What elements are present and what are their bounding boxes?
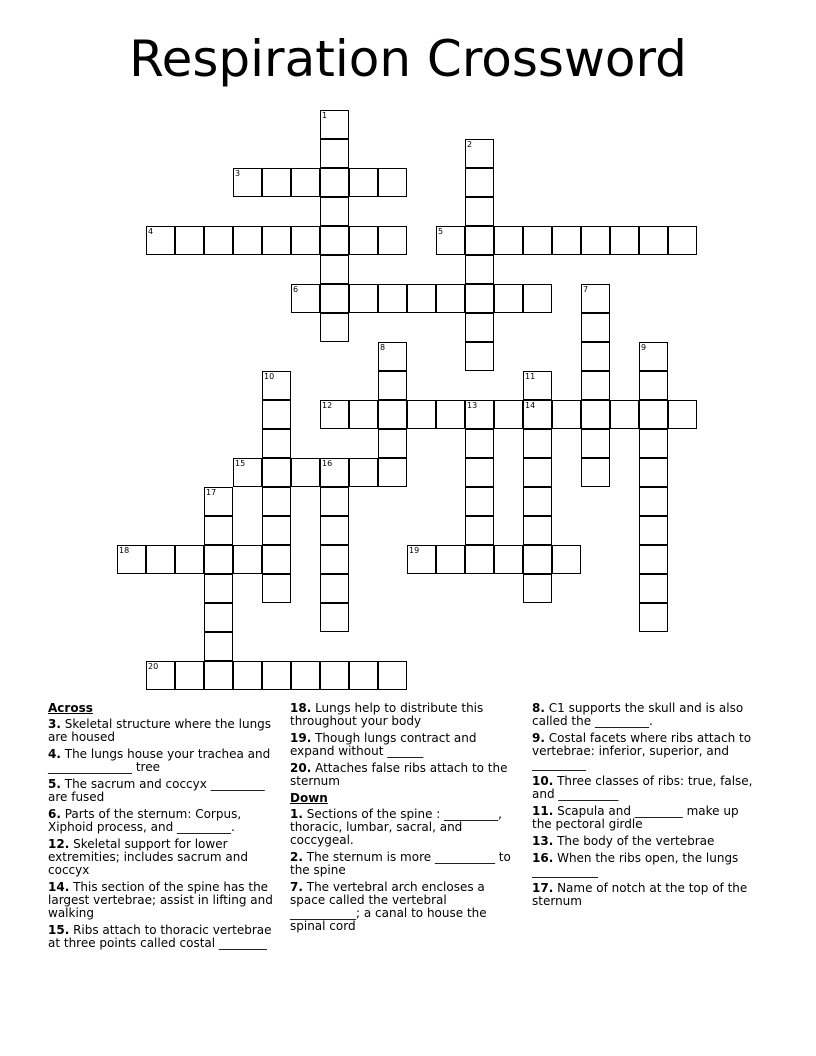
clue-text: The lungs house your trachea and ______________ tree	[48, 747, 271, 774]
grid-cell[interactable]	[465, 458, 494, 487]
clue-item	[48, 748, 282, 774]
grid-cell[interactable]	[146, 226, 175, 255]
clue-text: Skeletal structure where the lungs are housed	[48, 717, 272, 744]
grid-cell[interactable]	[552, 400, 581, 429]
grid-cell[interactable]	[523, 487, 552, 516]
clue-item	[532, 805, 762, 831]
clue-column-2	[290, 702, 516, 937]
grid-cell[interactable]	[204, 574, 233, 603]
grid-cell[interactable]	[204, 226, 233, 255]
clue-number: 17.	[532, 881, 554, 895]
grid-cell[interactable]	[436, 284, 465, 313]
grid-cell[interactable]	[639, 400, 668, 429]
cell-number: 17	[206, 488, 217, 497]
clue-item	[48, 881, 282, 920]
grid-cell[interactable]	[378, 371, 407, 400]
clue-text: Scapula and ________ make up the pectoral girdle	[532, 804, 739, 831]
grid-cell[interactable]	[320, 197, 349, 226]
clue-number: 13.	[532, 834, 554, 848]
grid-cell[interactable]	[204, 516, 233, 545]
grid-cell[interactable]	[639, 458, 668, 487]
grid-cell[interactable]	[552, 226, 581, 255]
clue-number: 15.	[48, 923, 70, 937]
grid-cell[interactable]	[378, 400, 407, 429]
grid-cell[interactable]	[378, 429, 407, 458]
clue-text: Attaches false ribs attach to the sternum	[290, 761, 508, 788]
cell-number: 20	[148, 662, 159, 671]
grid-cell[interactable]	[639, 226, 668, 255]
grid-cell[interactable]	[320, 458, 349, 487]
grid-cell[interactable]	[320, 313, 349, 342]
grid-cell[interactable]	[523, 458, 552, 487]
grid-cell[interactable]	[581, 226, 610, 255]
grid-cell[interactable]	[581, 284, 610, 313]
grid-cell[interactable]	[320, 284, 349, 313]
cell-number: 3	[235, 169, 241, 178]
clue-number: 9.	[532, 731, 545, 745]
clue-number: 16.	[532, 851, 554, 865]
clue-item	[48, 838, 282, 877]
grid-cell[interactable]	[349, 400, 378, 429]
clue-number: 11.	[532, 804, 554, 818]
cell-number: 5	[438, 227, 444, 236]
grid-cell[interactable]	[523, 371, 552, 400]
clue-item	[532, 882, 762, 908]
grid-cell[interactable]	[204, 487, 233, 516]
clue-text: Though lungs contract and expand without ______	[290, 731, 477, 758]
grid-cell[interactable]	[291, 168, 320, 197]
clue-text: The sternum is more __________ to the spine	[290, 850, 511, 877]
cell-number: 11	[525, 372, 536, 381]
grid-cell[interactable]	[465, 284, 494, 313]
grid-cell[interactable]	[378, 226, 407, 255]
grid-cell[interactable]	[436, 226, 465, 255]
clue-number: 14.	[48, 880, 70, 894]
grid-cell[interactable]	[581, 313, 610, 342]
grid-cell[interactable]	[523, 516, 552, 545]
grid-cell[interactable]	[320, 110, 349, 139]
clue-column-1	[48, 702, 282, 954]
grid-cell[interactable]	[291, 458, 320, 487]
cell-number: 6	[293, 285, 299, 294]
clue-column-3	[532, 702, 762, 912]
grid-cell[interactable]	[494, 545, 523, 574]
cell-number: 18	[119, 546, 130, 555]
clue-text: When the ribs open, the lungs ___________	[532, 851, 739, 878]
clue-text: Ribs attach to thoracic vertebrae at three points called costal ________	[48, 923, 272, 950]
clue-item	[48, 718, 282, 744]
grid-cell[interactable]	[349, 284, 378, 313]
grid-cell[interactable]	[668, 400, 697, 429]
clue-number: 10.	[532, 774, 554, 788]
grid-cell[interactable]	[581, 458, 610, 487]
grid-cell[interactable]	[407, 284, 436, 313]
clue-item	[48, 924, 282, 950]
clue-item	[290, 762, 516, 788]
grid-cell[interactable]	[465, 197, 494, 226]
cell-number: 4	[148, 227, 154, 236]
grid-cell[interactable]	[407, 400, 436, 429]
grid-cell[interactable]	[320, 603, 349, 632]
grid-cell[interactable]	[610, 400, 639, 429]
grid-cell[interactable]	[465, 313, 494, 342]
grid-cell[interactable]	[465, 487, 494, 516]
clue-number: 18.	[290, 701, 312, 715]
clue-text: The body of the vertebrae	[553, 834, 715, 848]
clue-text: The vertebral arch encloses a space called the vertebral ___________; a canal to house the spinal cord	[290, 880, 487, 933]
grid-cell[interactable]	[610, 226, 639, 255]
grid-cell[interactable]	[262, 545, 291, 574]
grid-cell[interactable]	[465, 342, 494, 371]
grid-cell[interactable]	[639, 371, 668, 400]
grid-cell[interactable]	[436, 400, 465, 429]
cell-number: 13	[467, 401, 478, 410]
grid-cell[interactable]	[639, 574, 668, 603]
grid-cell[interactable]	[320, 168, 349, 197]
cell-number: 9	[641, 343, 647, 352]
grid-cell[interactable]	[465, 400, 494, 429]
cell-number: 8	[380, 343, 386, 352]
clue-number: 2.	[290, 850, 303, 864]
grid-cell[interactable]	[175, 226, 204, 255]
grid-cell[interactable]	[378, 342, 407, 371]
clue-text: Sections of the spine : _________, thoracic, lumbar, sacral, and coccygeal.	[290, 807, 502, 847]
page-title: Respiration Crossword	[129, 30, 687, 88]
grid-cell[interactable]	[320, 226, 349, 255]
clue-item	[290, 702, 516, 728]
grid-cell[interactable]	[523, 284, 552, 313]
clue-item	[532, 835, 762, 848]
cell-number: 7	[583, 285, 589, 294]
grid-cell[interactable]	[349, 226, 378, 255]
grid-cell[interactable]	[465, 226, 494, 255]
cell-number: 12	[322, 401, 333, 410]
grid-cell[interactable]	[320, 255, 349, 284]
grid-cell[interactable]	[349, 168, 378, 197]
grid-cell[interactable]	[320, 661, 349, 690]
cell-number: 19	[409, 546, 420, 555]
grid-cell[interactable]	[581, 342, 610, 371]
grid-cell[interactable]	[523, 400, 552, 429]
grid-cell[interactable]	[639, 545, 668, 574]
grid-cell[interactable]	[233, 458, 262, 487]
cell-number: 10	[264, 372, 275, 381]
clue-item	[290, 808, 516, 847]
clue-text: Parts of the sternum: Corpus, Xiphoid process, and _________.	[48, 807, 242, 834]
grid-cell[interactable]	[523, 574, 552, 603]
clue-item	[290, 881, 516, 933]
grid-cell[interactable]	[262, 168, 291, 197]
grid-cell[interactable]	[320, 574, 349, 603]
grid-cell[interactable]	[117, 545, 146, 574]
clue-number: 8.	[532, 701, 545, 715]
grid-cell[interactable]	[262, 226, 291, 255]
clue-text: Skeletal support for lower extremities; includes sacrum and coccyx	[48, 837, 248, 877]
grid-cell[interactable]	[233, 226, 262, 255]
clue-item	[532, 702, 762, 728]
grid-cell[interactable]	[349, 661, 378, 690]
clue-text: Lungs help to distribute this throughout your body	[290, 701, 484, 728]
grid-cell[interactable]	[320, 516, 349, 545]
grid-cell[interactable]	[494, 400, 523, 429]
grid-cell[interactable]	[320, 545, 349, 574]
grid-cell[interactable]	[291, 284, 320, 313]
cell-number: 14	[525, 401, 536, 410]
grid-cell[interactable]	[465, 255, 494, 284]
grid-cell[interactable]	[262, 574, 291, 603]
clue-text: The sacrum and coccyx _________ are fused	[48, 777, 265, 804]
grid-cell[interactable]	[581, 400, 610, 429]
grid-cell[interactable]	[146, 545, 175, 574]
grid-cell[interactable]	[262, 661, 291, 690]
grid-cell[interactable]	[320, 487, 349, 516]
grid-cell[interactable]	[233, 168, 262, 197]
grid-cell[interactable]	[639, 429, 668, 458]
clue-number: 7.	[290, 880, 303, 894]
grid-cell[interactable]	[552, 545, 581, 574]
grid-cell[interactable]	[494, 284, 523, 313]
clue-number: 19.	[290, 731, 312, 745]
grid-cell[interactable]	[204, 632, 233, 661]
grid-cell[interactable]	[639, 342, 668, 371]
grid-cell[interactable]	[639, 487, 668, 516]
grid-cell[interactable]	[204, 603, 233, 632]
clue-item	[290, 732, 516, 758]
grid-cell[interactable]	[436, 545, 465, 574]
grid-cell[interactable]	[175, 545, 204, 574]
grid-cell[interactable]	[465, 168, 494, 197]
grid-cell[interactable]	[320, 139, 349, 168]
clue-number: 5.	[48, 777, 61, 791]
clue-text: C1 supports the skull and is also called the _________.	[532, 701, 744, 728]
grid-cell[interactable]	[233, 545, 262, 574]
grid-cell[interactable]	[639, 516, 668, 545]
grid-cell[interactable]	[465, 545, 494, 574]
grid-cell[interactable]	[668, 226, 697, 255]
grid-cell[interactable]	[581, 371, 610, 400]
grid-cell[interactable]	[523, 226, 552, 255]
clue-item	[48, 808, 282, 834]
cell-number: 1	[322, 111, 328, 120]
clue-text: Name of notch at the top of the sternum	[532, 881, 748, 908]
grid-cell[interactable]	[262, 487, 291, 516]
cell-number: 2	[467, 140, 473, 149]
grid-cell[interactable]	[349, 458, 378, 487]
cell-number: 15	[235, 459, 246, 468]
grid-cell[interactable]	[262, 371, 291, 400]
clue-item	[532, 732, 762, 771]
grid-cell[interactable]	[523, 429, 552, 458]
cell-number: 16	[322, 459, 333, 468]
grid-cell[interactable]	[204, 545, 233, 574]
grid-cell[interactable]	[523, 545, 552, 574]
clue-number: 3.	[48, 717, 61, 731]
grid-cell[interactable]	[291, 226, 320, 255]
clue-item	[48, 778, 282, 804]
grid-cell[interactable]	[465, 516, 494, 545]
grid-cell[interactable]	[262, 516, 291, 545]
grid-cell[interactable]	[262, 400, 291, 429]
clue-item	[532, 852, 762, 878]
clue-number: 20.	[290, 761, 312, 775]
grid-cell[interactable]	[465, 429, 494, 458]
grid-cell[interactable]	[146, 661, 175, 690]
clue-number: 1.	[290, 807, 303, 821]
clue-heading: Across	[48, 701, 93, 715]
grid-cell[interactable]	[378, 458, 407, 487]
grid-cell[interactable]	[407, 545, 436, 574]
clue-heading: Down	[290, 791, 328, 805]
grid-cell[interactable]	[320, 400, 349, 429]
clue-text: Costal facets where ribs attach to vertebrae: inferior, superior, and _________	[532, 731, 752, 771]
grid-cell[interactable]	[233, 661, 262, 690]
grid-cell[interactable]	[262, 458, 291, 487]
clue-number: 6.	[48, 807, 61, 821]
clue-text: Three classes of ribs: true, false, and __________	[532, 774, 753, 801]
clue-item	[290, 851, 516, 877]
grid-cell[interactable]	[581, 429, 610, 458]
clue-item	[532, 775, 762, 801]
grid-cell[interactable]	[204, 661, 233, 690]
grid-cell[interactable]	[494, 226, 523, 255]
grid-cell[interactable]	[175, 661, 204, 690]
clue-text: This section of the spine has the largest vertebrae; assist in lifting and walking	[48, 880, 273, 920]
clue-number: 4.	[48, 747, 61, 761]
grid-cell[interactable]	[639, 603, 668, 632]
grid-cell[interactable]	[291, 661, 320, 690]
grid-cell[interactable]	[378, 661, 407, 690]
grid-cell[interactable]	[262, 429, 291, 458]
clue-number: 12.	[48, 837, 70, 851]
grid-cell[interactable]	[378, 168, 407, 197]
grid-cell[interactable]	[465, 139, 494, 168]
grid-cell[interactable]	[378, 284, 407, 313]
